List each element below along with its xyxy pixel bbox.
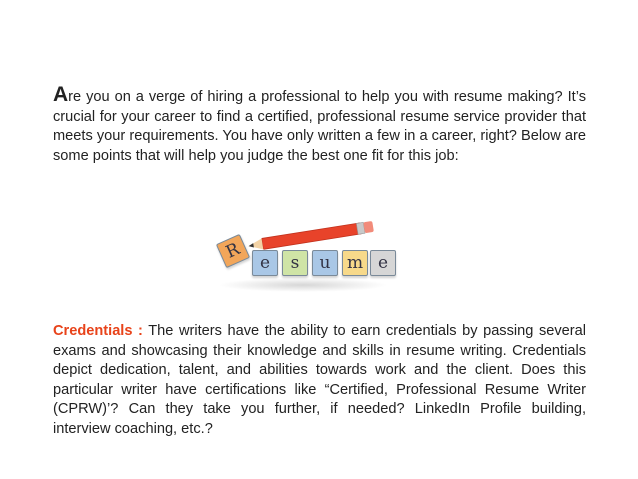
logo-tile-6: e [370,250,396,276]
intro-text: re you on a verge of hiring a professional to help you with resume making? It’s crucial for your career to find a certified, professional resume service provider that meets your requirements. You have only written a few in a career, right? Below are some points that will help you judge the best one fit for this job: [53,89,586,164]
credentials-text: The writers have the ability to earn credentials by passing several exams and showcasing their knowledge and skills in resume writing. Credentials depict dedication, talent, and abilities towards work and the client. Does this particular writer have certifications like “Certified, Professional Resume Writer (CPRW)’? Can they take you further, if needed? LinkedIn Profile building, interview coaching, etc.? [53,323,586,437]
pencil-eraser [363,221,374,233]
logo-tile-1: R [216,234,250,268]
pencil-body [262,223,362,250]
credentials-paragraph [53,322,586,440]
intro-dropcap: A [53,83,69,106]
pencil-tip-lead [248,243,254,248]
credentials-label: Credentials : [53,323,143,339]
logo-tile-4: u [312,250,338,276]
logo-shadow [218,278,388,292]
logo-tile-3: s [282,250,308,276]
logo-tile-2: e [252,250,278,276]
resume-logo [218,218,388,298]
intro-paragraph [53,84,586,166]
logo-tile-5: m [342,250,368,276]
